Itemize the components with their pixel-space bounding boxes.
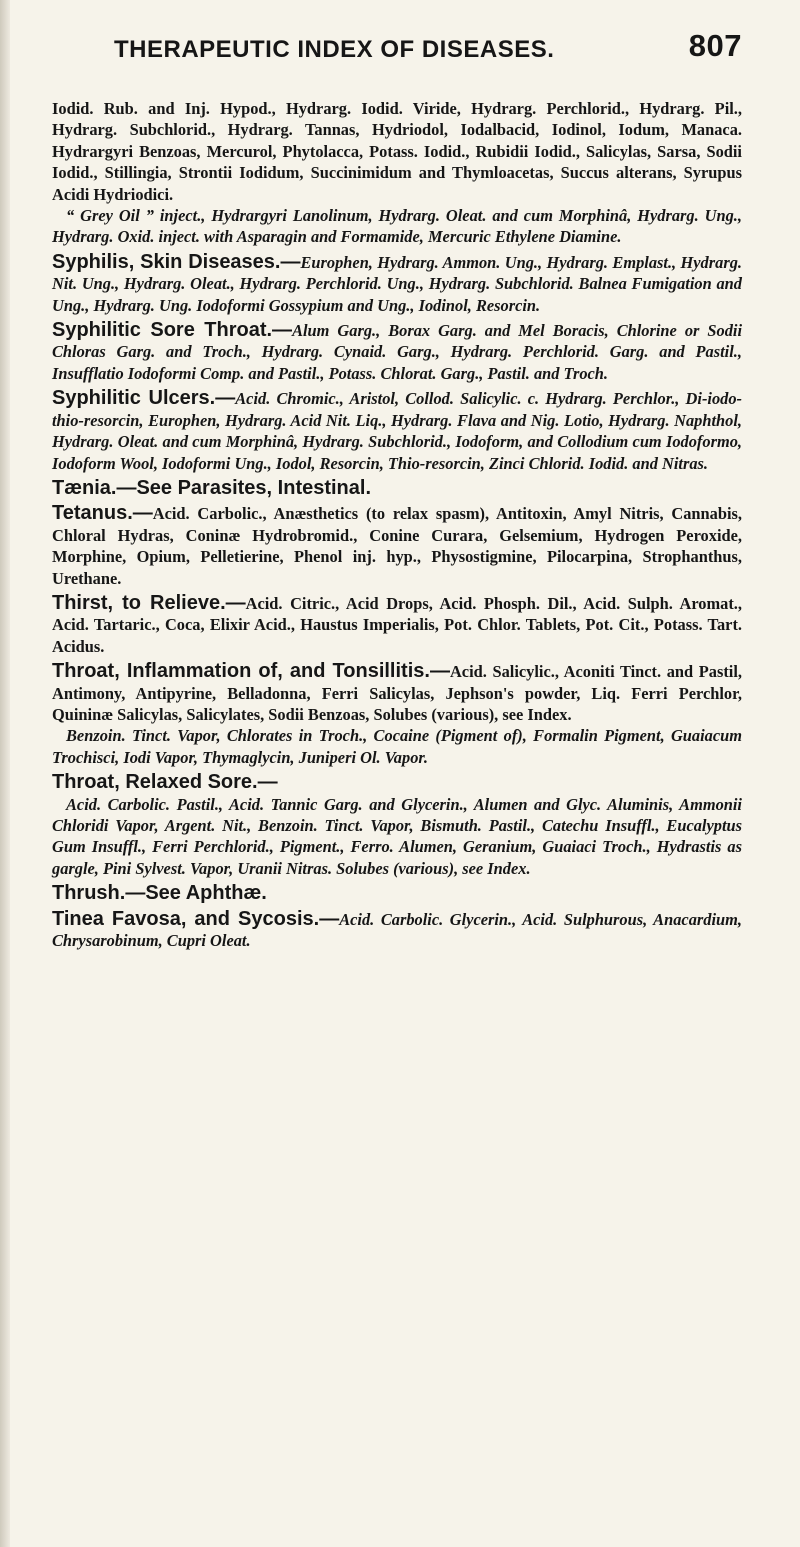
entry-heading: Syphilitic Sore Throat.—	[52, 319, 293, 342]
entry-throat-inflammation	[52, 661, 742, 725]
entry-heading: Syphilis, Skin Diseases.—	[52, 250, 301, 273]
running-header	[52, 28, 742, 72]
entry-throat-relaxed	[52, 772, 742, 793]
entry-remedies: Acid. Salicylic., Aconiti Tinct. and Pastil, Antimony, Antipyrine, Belladonna, Ferri Salicylas, Jephson's powder, Liq. Ferri Perchlor, Quininæ Salicylas, Salicylates, Sodii Benzoas, Solubes (various), see Index.	[52, 662, 743, 724]
entry-remedies: Acid. Citric., Acid Drops, Acid. Phosph. Dil., Acid. Sulph. Aromat., Acid. Tartaric., Coca, Elixir Acid., Haustus Imperialis, Pot. Chlor. Tablets, Pot. Cit., Potass. Tart. Acidus.	[52, 593, 742, 656]
entry-remedies: Europhen, Hydrarg. Ammon. Ung., Hydrarg. Emplast., Hydrarg. Nit. Ung., Hydrarg. Oleat., Hydrarg. Perchlorid. Ung., Hydrarg. Subchlorid. Balnea Fumigation and Ung., Hydrarg. Ung. Iodoformi Gossypium and Ung., Iodinol, Resorcin.	[52, 252, 742, 315]
page-gutter-shadow	[0, 0, 10, 1547]
entry-heading: Thirst, to Relieve.—	[52, 591, 246, 614]
entry-heading: Throat, Inflammation of, and Tonsillitis.—	[52, 660, 450, 683]
entry-heading: Throat, Relaxed Sore.—	[52, 771, 278, 794]
entry-heading: Tetanus.—	[52, 502, 153, 525]
entry-heading: Syphilitic Ulcers.—	[52, 387, 236, 410]
entry-remedies: Alum Garg., Borax Garg. and Mel Boracis, Chlorine or Sodii Chloras Garg. and Troch., Hydrarg. Cynaid. Garg., Hydrarg. Perchlorid. Garg. and Pastil., Insufflatio Iodoformi Comp. and Pastil., Potass. Chlorat. Garg., Pastil. and Troch.	[52, 321, 742, 383]
entry-taenia	[52, 478, 742, 499]
continuation-italic-text: “ Grey Oil ” inject., Hydrargyri Lanolinum, Hydrarg. Oleat. and cum Morphinâ, Hydrarg. Ung., Hydrarg. Oxid. inject. with Asparagin and Formamide, Mercuric Ethylene Diamine.	[52, 206, 742, 247]
entry-heading: Thrush.—See Aphthæ.	[52, 882, 267, 905]
entry-heading: Tænia.—See Parasites, Intestinal.	[52, 476, 372, 499]
entry-tinea-favosa	[52, 909, 742, 952]
entry-remedies: Acid. Carbolic. Glycerin., Acid. Sulphurous, Anacardium, Chrysarobinum, Cupri Oleat.	[52, 909, 742, 951]
running-title: THERAPEUTIC INDEX OF DISEASES.	[114, 36, 555, 63]
entry-syphilitic-sore-throat	[52, 320, 742, 384]
entry-remedies: Acid. Carbolic., Anæsthetics (to relax spasm), Antitoxin, Amyl Nitris, Cannabis, Chloral Hydras, Coninæ Hydrobromid., Conine Curara, Gelsemium, Hydrogen Peroxide, Morphine, Opium, Pelletierine, Phenol inj. hyp., Physostigmine, Pilocarpina, Strophanthus, Urethane.	[52, 504, 742, 588]
entry-heading: Tinea Favosa, and Sycosis.—	[52, 907, 340, 930]
entry-throat-inflammation-italic: Benzoin. Tinct. Vapor, Chlorates in Troch., Cocaine (Pigment of), Formalin Pigment, Guaiacum Trochisci, Iodi Vapor, Thymaglycin, Juniperi Ol. Vapor.	[52, 726, 742, 767]
continuation-text: Iodid. Rub. and Inj. Hypod., Hydrarg. Iodid. Viride, Hydrarg. Perchlorid., Hydrarg. Pil., Hydrarg. Subchlorid., Hydrarg. Tannas, Hydriodol, Iodalbacid, Iodinol, Iodum, Manaca. Hydrargyri Benzoas, Mercurol, Phytolacca, Potass. Iodid., Rubidii Iodid., Salicylas, Sarsa, Sodii Iodid., Stillingia, Strontii Iodidum, Succinimidum and Thymloacetas, Succus alterans, Syrupus Acidi Hydriodici.	[52, 99, 742, 204]
entry-throat-relaxed-italic: Acid. Carbolic. Pastil., Acid. Tannic Garg. and Glycerin., Alumen and Glyc. Aluminis, Ammonii Chloridi Vapor, Argent. Nit., Benzoin. Tinct. Vapor, Bismuth. Pastil., Catechu Insuffl., Eucalyptus Gum Insuffl., Ferri Perchlorid., Pigment., Ferro. Alumen, Geranium, Guaiaci Troch., Hydrastis as gargle, Pini Sylvest. Vapor, Uranii Nitras. Solubes (various), see Index.	[52, 794, 742, 878]
entry-remedies: Acid. Chromic., Aristol, Collod. Salicylic. c. Hydrarg. Perchlor., Di-iodo-thio-resorcin, Europhen, Hydrarg. Acid Nit. Liq., Hydrarg. Flava and Nig. Lotio, Hydrarg. Naphthol, Hydrarg. Oleat. and cum Morphinâ, Hydrarg. Subchlorid., Iodoform, and Collodium cum Iodoformo, Iodoform Wool, Iodoformi Ung., Iodol, Resorcin, Thio-resorcin, Zinci Chlorid. Iodid. and Nitras.	[52, 389, 743, 473]
index-content	[52, 98, 742, 951]
entry-syphilis-skin	[52, 252, 742, 316]
entry-thirst	[52, 593, 742, 657]
entry-tetanus	[52, 503, 742, 589]
entry-thrush	[52, 883, 742, 904]
page-number: 807	[688, 28, 742, 63]
book-page	[52, 28, 742, 951]
entry-syphilitic-ulcers	[52, 388, 742, 474]
